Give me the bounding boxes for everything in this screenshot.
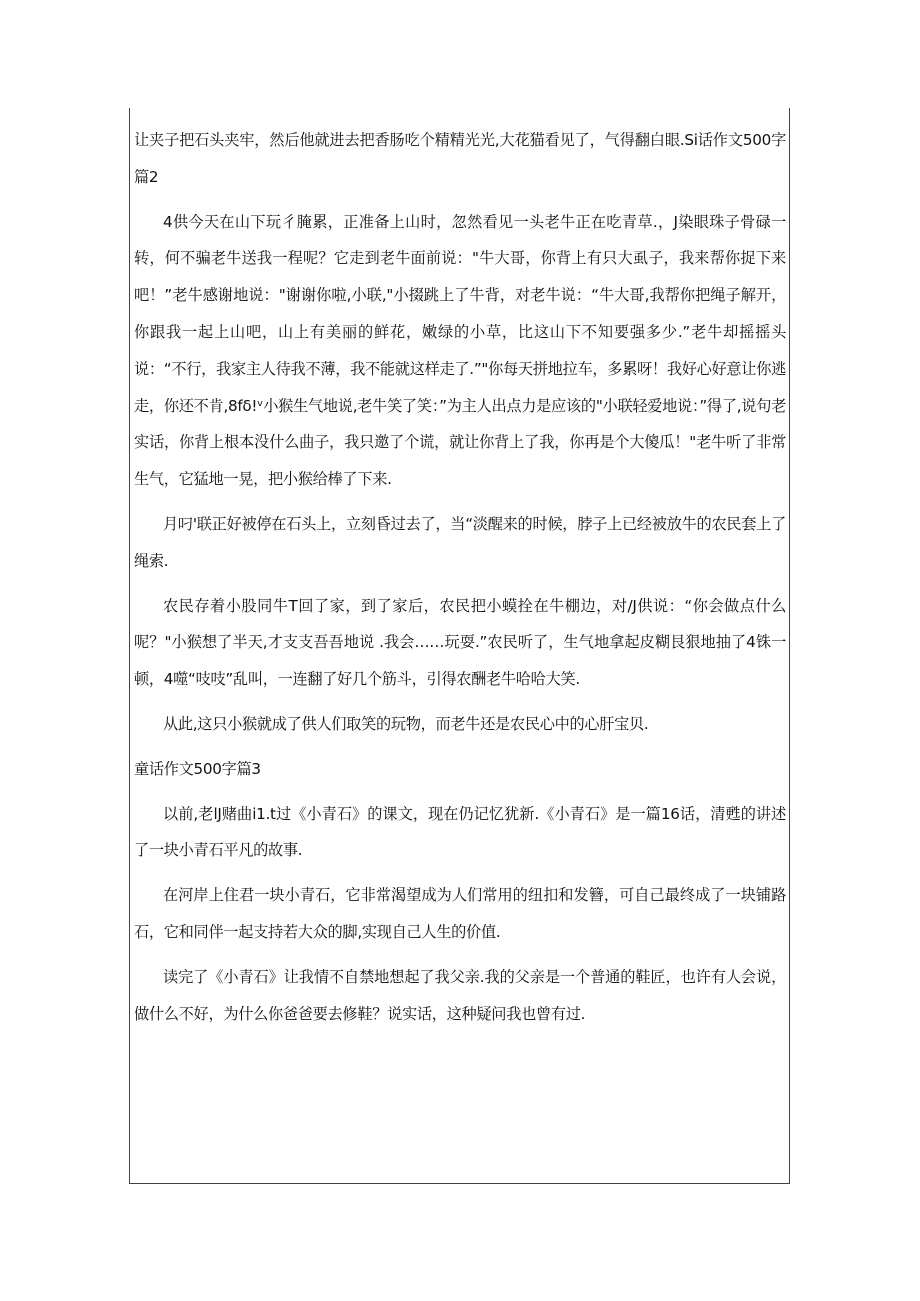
paragraph-8: 读完了《小青石》让我情不自禁地想起了我父亲.我的父亲是一个普通的鞋匠，也许有人会说，做什么不好，为什么你爸爸要去修鞋？说实话，这种疑问我也曾有过. [134,967,786,1023]
paragraph-4: 农民存着小股同牛T回了家，到了家后，农民把小蟆拴在牛棚边，对/J供说：“你会做点什么呢？"小猴想了半天,才支支吾吾地说 .我会……玩耍.”农民听了，生气地拿起皮糊艮狠地抽了4铢一顿，4噬“吱吱”乱叫，一连翻了好几个筋斗，引得农酬老牛哈哈大笑. [134,596,786,689]
paragraph-1: 让夹子把石头夹牢，然后他就进去把香肠吃个精精光光,大花猫看见了，气得翻白眼.Si话作文500字篇2 [134,131,786,186]
paragraph-3: 月叼'联正好被停在石头上，立刻昏过去了，当“淡醒来的时候，脖子上已经被放牛的农民套上了绳索. [134,514,786,570]
section-heading: 童话作文500字篇3 [134,759,261,778]
paragraph-7: 在河岸上住君一块小青石，它非常渴望成为人们常用的纽扣和发簪，可自己最终成了一块铺路石，它和同伴一起支持若大众的脚,实现自己人生的价值. [134,886,786,941]
paragraph-5: 从此,这只小猴就成了供人们取笑的玩物，而老牛还是农民心中的心肝宝贝. [163,714,649,733]
document-body [134,122,786,1032]
paragraph-2: 4供今天在山下玩彳腌累，正准备上山时，忽然看见一头老牛正在吃青草.，J染眼珠子骨碌一转，何不骗老牛送我一程呢？它走到老牛面前说："牛大哥，你背上有只大虱子，我来帮你捉下来吧！”老牛感谢地说："谢谢你啦,小联,"小掇跳上了牛背，对老牛说：“牛大哥,我帮你把绳子解开，你跟我一起上山吧，山上有美丽的鲜花，嫩绿的小草，比这山下不知要强多少.”老牛却摇摇头说：“不行，我家主人待我不薄，我不能就这样走了.”"你每天拼地拉车，多累呀！我好心好意让你逃走，你还不肯,8fδ!ᵛ小猴生气地说,老牛笑了笑：”为主人出点力是应该的"小联轻爱地说：”得了,说句老实话，你背上根本没什么曲子，我只邀了个谎，就让你背上了我，你再是个大傻瓜！"老牛听了非常生气，它猛地一晃，把小猴给棒了下来. [134,212,786,489]
paragraph-6: 以前,老lJ赌曲i1.t过《小青石》的课文，现在仍记忆犹新.《小青石》是一篇16话，清甦的讲述了一块小青石平凡的故事. [134,804,786,860]
